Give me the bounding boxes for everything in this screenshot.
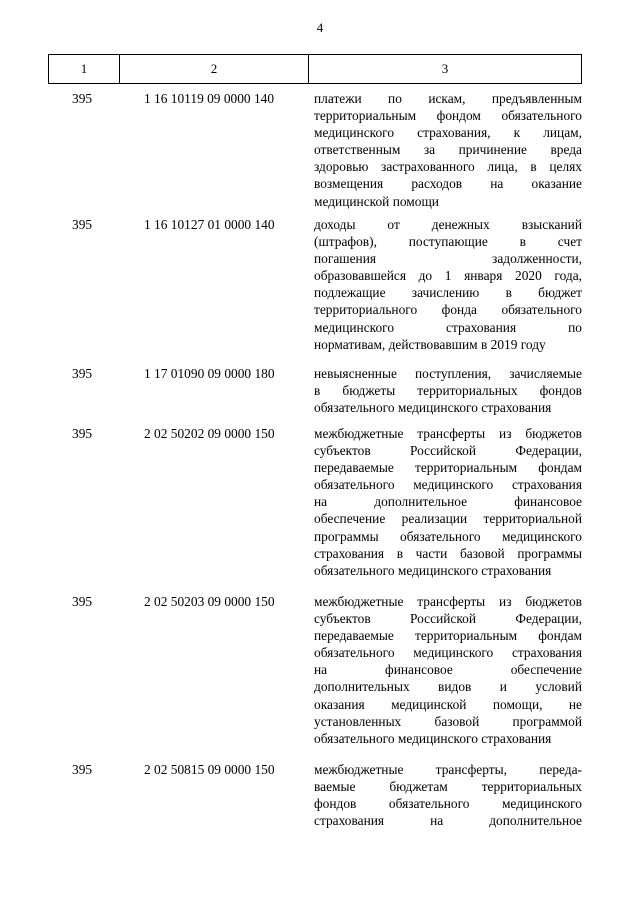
description-line: платежи по искам, предъявленным: [314, 91, 582, 106]
budget-code: 2 02 50202 09 0000 150: [144, 426, 275, 441]
description-line: возмещения расходов на оказание: [314, 176, 582, 192]
description-line: обеспечение реализации территориальной: [314, 511, 582, 527]
description-line: ваемые бюджетам территориальных: [314, 779, 582, 795]
description-line: образовавшейся до 1 января 2020 года,: [314, 268, 582, 284]
description-line: обязательного медицинского страхования: [314, 400, 552, 416]
description-line: межбюджетные трансферты из бюджетов: [314, 426, 582, 441]
description-line: погашения задолженности,: [314, 251, 582, 267]
description-line: медицинской помощи: [314, 193, 439, 209]
page-number: 4: [316, 20, 324, 35]
description-line: на дополнительное финансовое: [314, 494, 582, 510]
description-line: фондов обязательного медицинского: [314, 796, 582, 812]
budget-code: 2 02 50815 09 0000 150: [144, 762, 275, 777]
header-col-3: 3: [441, 61, 449, 76]
description-line: обязательного медицинского страхования: [314, 562, 552, 578]
description-line: страхования на дополнительное: [314, 813, 582, 829]
description-line: медицинского страхования, к лицам,: [314, 125, 582, 141]
income-description: [314, 425, 582, 579]
description-line: территориальным фондом обязательного: [314, 108, 582, 124]
admin-code: 395: [72, 366, 93, 381]
budget-code: 1 17 01090 09 0000 180: [144, 366, 275, 381]
header-col-2: 2: [120, 55, 309, 83]
table-header: [48, 54, 582, 84]
description-line: на финансовое обеспечение: [314, 662, 582, 678]
description-line: в бюджеты территориальных фондов: [314, 383, 582, 399]
description-line: невыясненные поступления, зачисляемые: [314, 366, 582, 381]
admin-code: 395: [72, 762, 93, 777]
admin-code: 395: [72, 91, 93, 106]
description-line: страхования в части базовой программы: [314, 545, 582, 561]
description-line: оказания медицинской помощи, не: [314, 696, 582, 712]
description-line: медицинского страхования по: [314, 319, 582, 335]
budget-code: 1 16 10119 09 0000 140: [144, 91, 275, 106]
header-col-1: 1: [49, 55, 120, 83]
description-line: субъектов Российской Федерации,: [314, 611, 582, 627]
income-description: [314, 761, 582, 829]
description-line: нормативам, действовавшим в 2019 году: [314, 336, 546, 352]
description-line: здоровью застрахованного лица, в целях: [314, 159, 582, 175]
budget-code: 2 02 50203 09 0000 150: [144, 594, 275, 609]
description-line: передаваемые территориальным фондам: [314, 460, 582, 476]
admin-code: 395: [72, 426, 93, 441]
income-description: [314, 593, 582, 747]
description-line: ответственным за причинение вреда: [314, 142, 582, 158]
income-description: [314, 216, 582, 353]
income-description: [314, 90, 582, 210]
description-line: территориального фонда обязательного: [314, 302, 582, 318]
description-line: обязательного медицинского страхования: [314, 645, 582, 661]
admin-code: 395: [72, 217, 93, 232]
description-line: межбюджетные трансферты, переда-: [314, 762, 582, 777]
description-line: дополнительных видов и условий: [314, 679, 582, 695]
description-line: передаваемые территориальным фондам: [314, 628, 582, 644]
description-line: программы обязательного медицинского: [314, 528, 582, 544]
description-line: обязательного медицинского страхования: [314, 730, 552, 746]
budget-code: 1 16 10127 01 0000 140: [144, 217, 275, 232]
description-line: обязательного медицинского страхования: [314, 477, 582, 493]
admin-code: 395: [72, 594, 93, 609]
description-line: доходы от денежных взысканий: [314, 217, 582, 232]
description-line: межбюджетные трансферты из бюджетов: [314, 594, 582, 609]
description-line: установленных базовой программой: [314, 713, 582, 729]
description-line: подлежащие зачислению в бюджет: [314, 285, 582, 301]
income-description: [314, 365, 582, 416]
description-line: субъектов Российской Федерации,: [314, 443, 582, 459]
description-line: (штрафов), поступающие в счет: [314, 234, 582, 250]
